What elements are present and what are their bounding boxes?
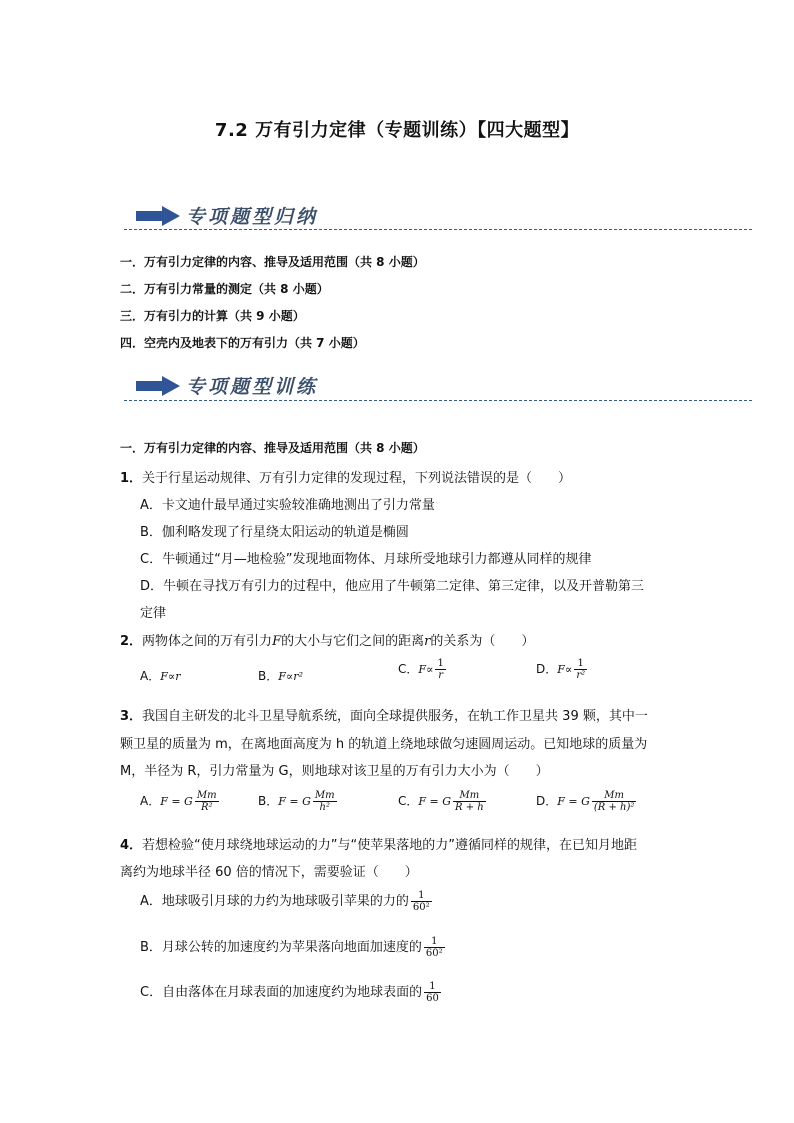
- option-label: B．: [258, 669, 279, 683]
- numerator: 1: [437, 658, 444, 669]
- banner-training-title: 专项题型训练: [186, 376, 319, 398]
- fraction: [313, 790, 337, 813]
- option-text: C．自由落体在月球表面的加速度约为地球表面的: [140, 985, 423, 1000]
- option-c: C．牛顿通过“月—地检验”发现地面物体、月球所受地球引力都遵从同样的规律: [140, 552, 592, 567]
- formula: F = G: [160, 795, 193, 808]
- question-2: [120, 630, 534, 649]
- arrow-right-icon: [136, 206, 180, 226]
- question-stem: 我国自主研发的北斗卫星导航系统，面向全球提供服务，在轨工作卫星共 39 颗，其中一: [142, 709, 648, 724]
- denominator: (R + h)²: [593, 802, 635, 813]
- fraction: [435, 658, 445, 681]
- numerator: 1: [424, 981, 441, 993]
- option-b: [258, 790, 339, 813]
- toc-item-1: 一．万有引力定律的内容、推导及适用范围（共 8 小题）: [120, 255, 425, 269]
- option-d: [536, 658, 589, 681]
- banner-summary-title: 专项题型归纳: [186, 206, 319, 228]
- denominator: r²: [576, 670, 586, 681]
- option-c: [398, 790, 488, 813]
- question-stem: 关于行星运动规律、万有引力定律的发现过程，下列说法错误的是（ ）: [142, 471, 572, 486]
- question-stem: 的关系为（ ）: [430, 634, 535, 649]
- numerator: Mm: [592, 790, 637, 802]
- numerator: Mm: [453, 790, 486, 802]
- fraction: [574, 658, 587, 681]
- denominator: R²: [200, 802, 213, 813]
- question-3-line-2: 颗卫星的质量为 m，在离地面高度为 h 的轨道上绕地球做匀速圆周运动。已知地球的质量为: [120, 737, 648, 752]
- denominator: R + h: [455, 802, 484, 813]
- divider: [124, 400, 752, 401]
- denominator: 60²: [412, 902, 430, 913]
- question-4-line-2: 离约为地球半径 60 倍的情况下，需要验证（ ）: [120, 865, 418, 880]
- option-d: D．牛顿在寻找万有引力的过程中，他应用了牛顿第二定律、第三定律，以及开普勒第三: [140, 579, 645, 594]
- formula: F∝: [557, 663, 573, 676]
- option-text: A．地球吸引月球的力约为地球吸引苹果的力的: [140, 894, 409, 909]
- denominator: r: [438, 670, 444, 681]
- question-number: 1．: [120, 471, 143, 486]
- question-number: 2．: [120, 634, 143, 649]
- fraction: [424, 936, 445, 959]
- question-3-line-3: M，半径为 R，引力常量为 G，则地球对该卫星的万有引力大小为（ ）: [120, 764, 549, 779]
- question-number: 3．: [120, 709, 143, 724]
- numerator: Mm: [196, 790, 217, 801]
- numerator: 1: [424, 936, 445, 948]
- var-r: r: [424, 634, 431, 649]
- fraction: [592, 790, 637, 813]
- option-a: [140, 667, 181, 684]
- fraction: [453, 790, 486, 813]
- fraction: [424, 981, 441, 1004]
- option-d: [536, 790, 638, 813]
- toc-item-4: 四．空壳内及地表下的万有引力（共 7 小题）: [120, 336, 365, 350]
- option-b: B．伽利略发现了行星绕太阳运动的轨道是椭圆: [140, 525, 409, 540]
- option-d-cont: 定律: [140, 606, 167, 621]
- question-stem: 的大小与它们之间的距离: [281, 634, 425, 649]
- formula: F∝r²: [278, 670, 303, 683]
- toc-item-2: 二．万有引力常量的测定（共 8 小题）: [120, 282, 329, 296]
- option-label: D．: [536, 794, 558, 808]
- option-label: A．: [140, 669, 161, 683]
- denominator: 60: [426, 993, 439, 1004]
- denominator: 60²: [425, 948, 443, 959]
- toc-item-3: 三．万有引力的计算（共 9 小题）: [120, 309, 305, 323]
- question-stem: 两物体之间的万有引力: [142, 634, 273, 649]
- formula: F = G: [557, 795, 590, 808]
- option-label: D．: [536, 662, 558, 676]
- question-stem: 若想检验“使月球绕地球运动的力”与“使苹果落地的力”遵循同样的规律，在已知月地距: [142, 838, 637, 853]
- section-heading: 一．万有引力定律的内容、推导及适用范围（共 8 小题）: [120, 441, 425, 455]
- option-c: [140, 981, 443, 1004]
- option-b: [258, 667, 303, 684]
- formula: F = G: [418, 795, 452, 808]
- arrow-right-icon: [136, 376, 180, 396]
- question-number: 4．: [120, 838, 143, 853]
- page-title: 7.2 万有引力定律（专题训练）【四大题型】: [214, 120, 580, 141]
- option-text: B．月球公转的加速度约为苹果落向地面加速度的: [140, 940, 422, 955]
- formula: F = G: [278, 795, 311, 808]
- option-label: B．: [258, 794, 279, 808]
- numerator: 1: [574, 658, 587, 670]
- option-label: C．: [398, 794, 419, 808]
- option-a: A．卡文迪什最早通过实验较准确地测出了引力常量: [140, 498, 435, 513]
- numerator: Mm: [314, 790, 335, 801]
- divider: [124, 229, 752, 230]
- var-f: F: [272, 634, 282, 649]
- option-a: [140, 790, 221, 813]
- formula: F∝r: [160, 670, 181, 683]
- option-label: A．: [140, 794, 161, 808]
- option-c: [398, 658, 448, 681]
- question-4: [120, 834, 637, 853]
- option-b: [140, 936, 447, 959]
- question-3: [120, 705, 648, 724]
- question-1: [120, 467, 571, 486]
- denominator: h²: [319, 802, 330, 813]
- option-a: [140, 890, 434, 913]
- formula: F∝: [418, 663, 434, 676]
- fraction: [411, 890, 432, 913]
- numerator: 1: [411, 890, 432, 902]
- option-label: C．: [398, 662, 419, 676]
- fraction: [195, 790, 219, 813]
